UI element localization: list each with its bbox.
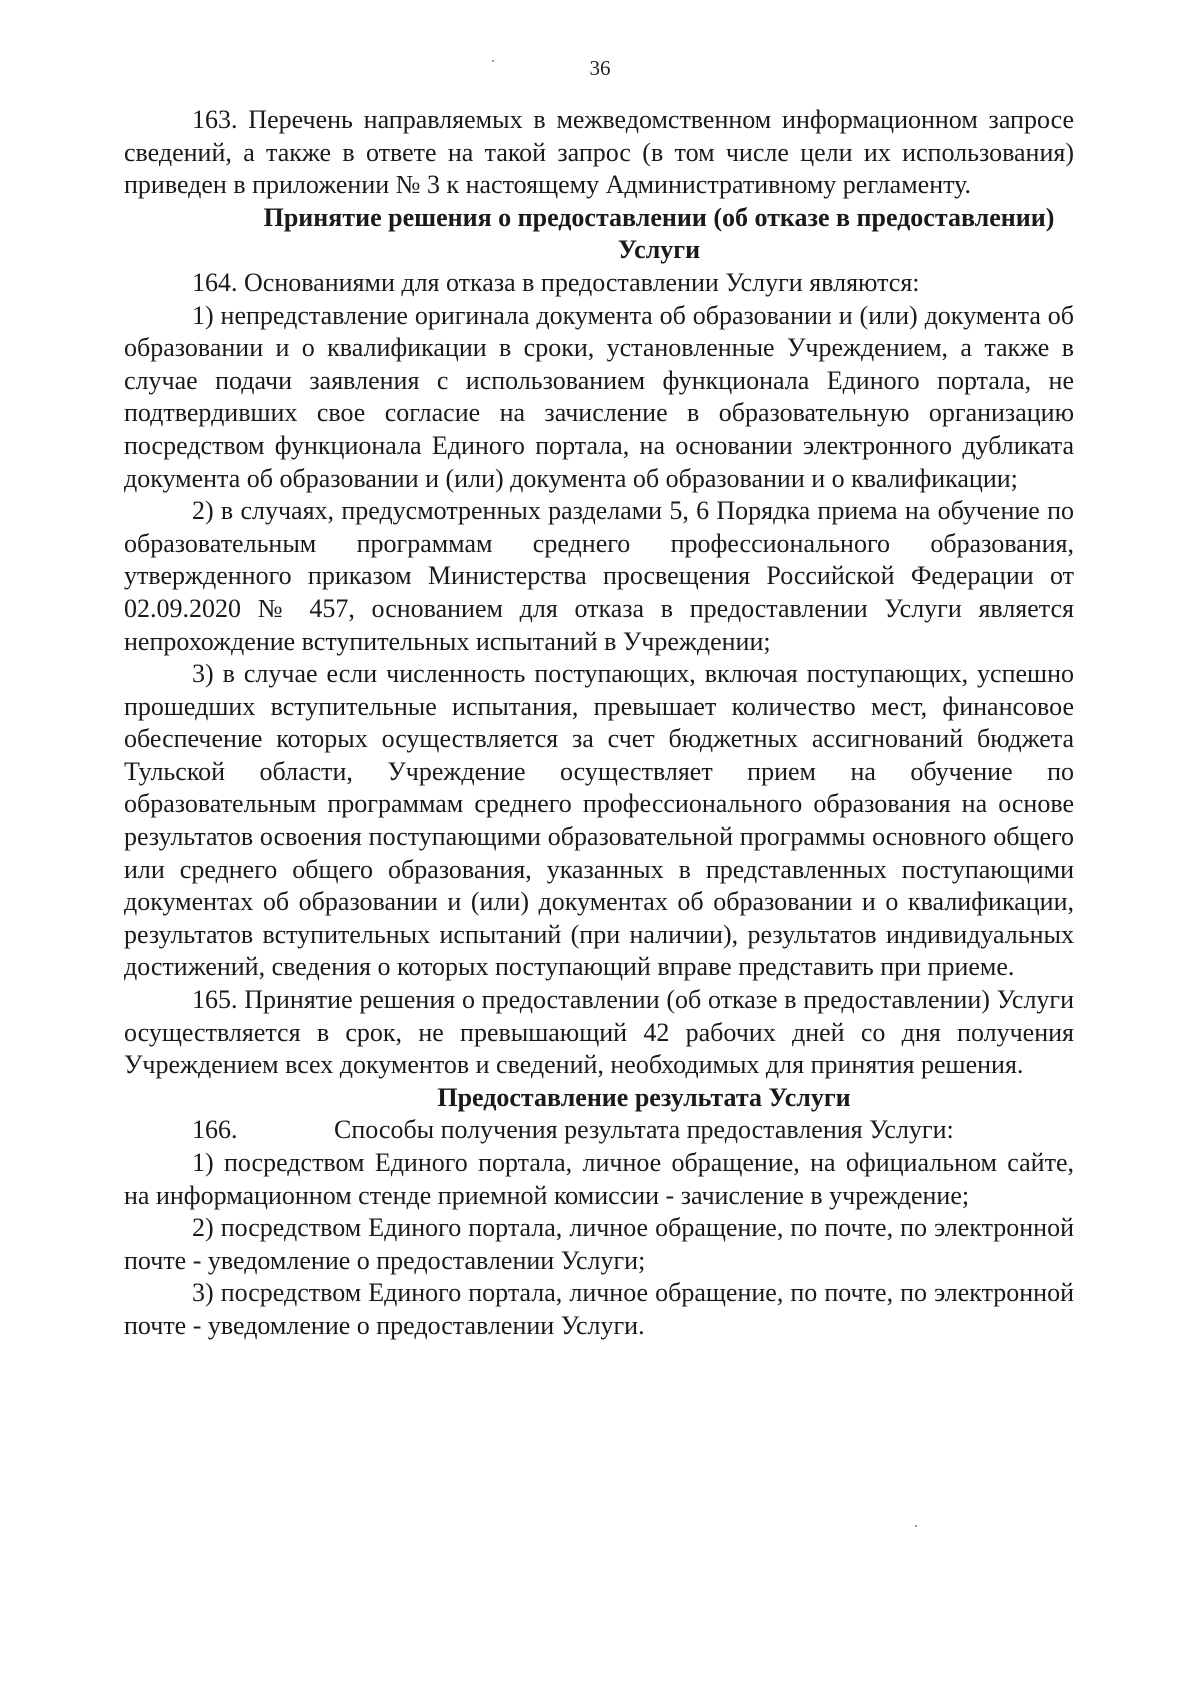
heading-result: Предоставление результата Услуги [437, 1082, 851, 1112]
paragraph-166-text: Способы получения результата предоставления Услуги: [334, 1115, 954, 1145]
paragraph-166-item-3: 3) посредством Единого портала, личное обращение, по почте, по электронной почте - уведомление о предоставлении Услуги. [124, 1278, 1074, 1340]
heading-decision-line2: Услуги [617, 235, 701, 265]
heading-decision [124, 202, 1074, 267]
paragraph-163: 163. Перечень направляемых в межведомственном информационном запросе сведений, а также в ответе на такой запрос (в том числе цели их использования) приведен в приложении № 3 к настоящему Административному регламенту. [124, 105, 1074, 200]
paragraph-166 [124, 1114, 1074, 1147]
paragraph-165: 165. Принятие решения о предоставлении (об отказе в предоставлении) Услуги осуществляется в срок, не превышающий 42 рабочих дней со дня получения Учреждением всех документов и сведений, необходимых для принятия решения. [124, 985, 1074, 1080]
paragraph-166-item-1: 1) посредством Единого портала, личное обращение, на официальном сайте, на информационном стенде приемной комиссии - зачисление в учреждение; [124, 1148, 1074, 1210]
scan-artifact-dot [492, 60, 494, 62]
document-body [124, 104, 1074, 1343]
paragraph-164: 164. Основаниями для отказа в предоставлении Услуги являются: [192, 267, 920, 297]
paragraph-164-item-1: 1) непредставление оригинала документа об образовании и (или) документа об образовании и о квалификации в сроки, установленные Учреждением, а также в случае подачи заявления с использованием функционала Единого портала, не подтвердивших свое согласие на зачисление в образовательную организацию посредством функционала Единого портала, на основании электронного дубликата документа об образовании и (или) документа об образовании и о квалификации; [124, 300, 1074, 493]
page-number: 36 [589, 56, 611, 80]
paragraph-166-item-2: 2) посредством Единого портала, личное обращение, по почте, по электронной почте - уведомление о предоставлении Услуги; [124, 1213, 1074, 1275]
paragraph-164-item-2: 2) в случаях, предусмотренных разделами 5, 6 Порядка приема на обучение по образовательным программам среднего профессионального образования, утвержденного приказом Министерства просвещения Российской Федерации от 02.09.2020 № 457, основанием для отказа в предоставлении Услуги является непрохождение вступительных испытаний в Учреждении; [124, 496, 1074, 656]
heading-decision-line1: Принятие решения о предоставлении (об отказе в предоставлении) [263, 202, 1055, 232]
paragraph-164-item-3: 3) в случае если численность поступающих, включая поступающих, успешно прошедших вступительные испытания, превышает количество мест, финансовое обеспечение которых осуществляется за счет бюджетных ассигнований бюджета Тульской области, Учреждение осуществляет прием на обучение по образовательным программам среднего профессионального образования на основе результатов освоения поступающими образовательной программы основного общего или среднего общего образования, указанных в представленных поступающими документах об образовании и (или) документах об образовании и о квалификации, результатов вступительных испытаний (при наличии), результатов индивидуальных достижений, сведения о которых поступающий вправе представить при приеме. [124, 659, 1074, 982]
scan-artifact-dot [915, 1525, 917, 1527]
paragraph-166-number: 166. [192, 1115, 238, 1145]
